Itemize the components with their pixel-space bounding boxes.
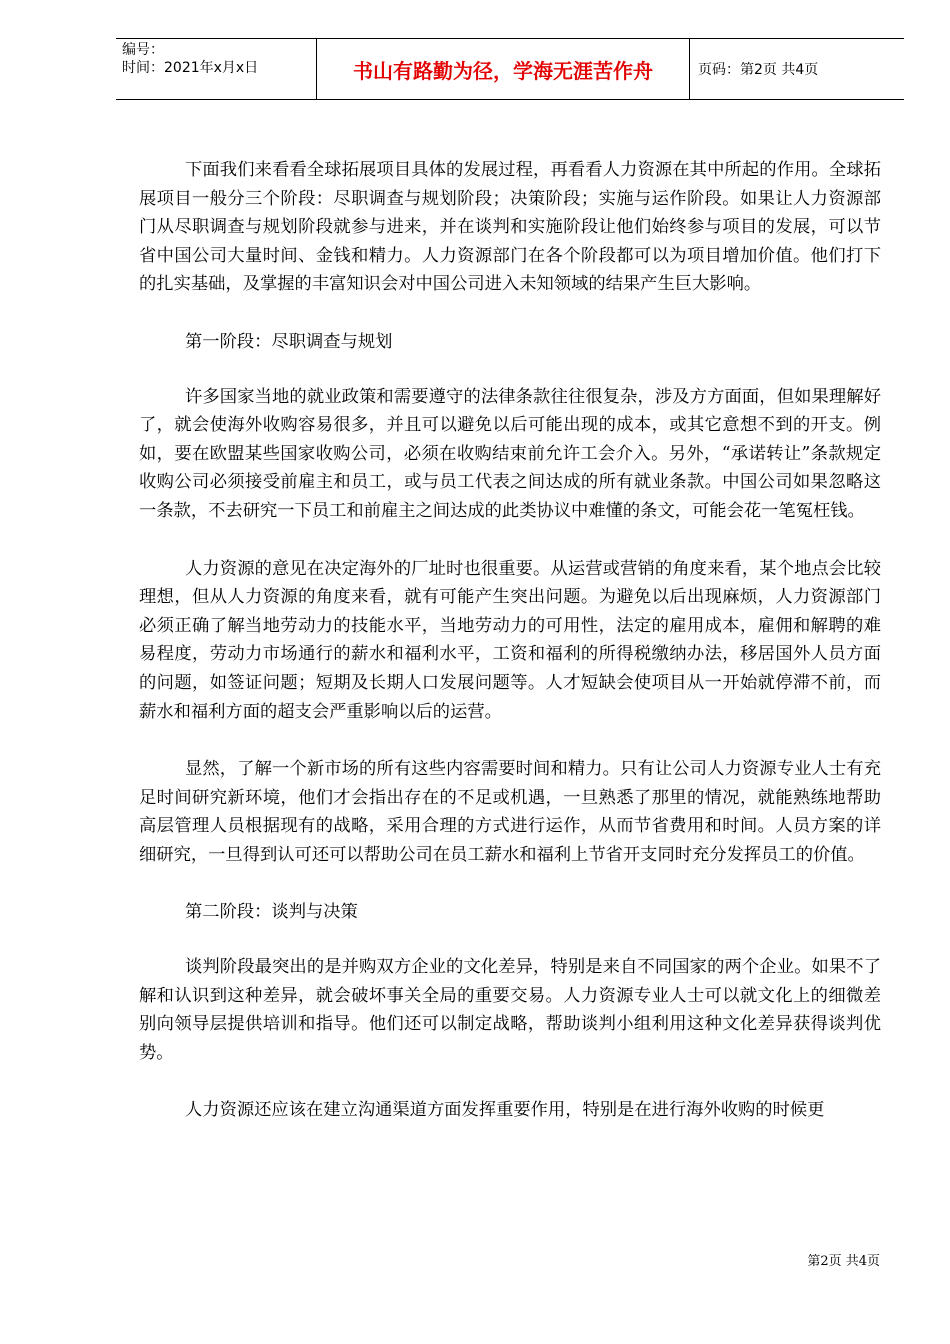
body-paragraph: 谈判阶段最突出的是并购双方企业的文化差异，特别是来自不同国家的两个企业。如果不了解和认识到这种差异，就会破坏事关全局的重要交易。人力资源专业人士可以就文化上的细微差别向领导层提供培训和指导。他们还可以制定战略，帮助谈判小组利用这种文化差异获得谈判优势。: [139, 957, 881, 1063]
header-page-info: 页码：第2页 共4页: [698, 62, 819, 78]
section-heading: 第二阶段：谈判与决策: [185, 902, 358, 923]
body-paragraph: 人力资源还应该在建立沟通渠道方面发挥重要作用，特别是在进行海外收购的时候更: [185, 1100, 825, 1121]
document-time-label: 时间：2021年x月x日: [122, 60, 259, 76]
document-body: [139, 156, 881, 1154]
page-footer: 第2页 共4页: [807, 1254, 880, 1269]
header-meta: [122, 41, 312, 77]
document-header: [116, 38, 904, 100]
body-paragraph: 人力资源的意见在决定海外的厂址时也很重要。从运营或营销的角度来看，某个地点会比较理想，但从人力资源的角度来看，就有可能产生突出问题。为避免以后出现麻烦，人力资源部门必须正确了解当地劳动力的技能水平，当地劳动力的可用性，法定的雇用成本，雇佣和解聘的难易程度，劳动力市场通行的薪水和福利水平，工资和福利的所得税缴纳办法，移居国外人员方面的问题，如签证问题；短期及长期人口发展问题等。人才短缺会使项目从一开始就停滞不前，而薪水和福利方面的超支会严重影响以后的运营。: [139, 558, 881, 722]
body-paragraph: 许多国家当地的就业政策和需要遵守的法律条款往往很复杂，涉及方方面面，但如果理解好了，就会使海外收购容易很多，并且可以避免以后可能出现的成本，或其它意想不到的开支。例如，要在欧盟某些国家收购公司，必须在收购结束前允许工会介入。另外，“承诺转让”条款规定收购公司必须接受前雇主和员工，或与员工代表之间达成的所有就业条款。中国公司如果忽略这一条款，不去研究一下员工和前雇主之间达成的此类协议中难懂的条文，可能会花一笔冤枉钱。: [139, 386, 881, 521]
body-paragraph: 下面我们来看看全球拓展项目具体的发展过程，再看看人力资源在其中所起的作用。全球拓展项目一般分三个阶段：尽职调查与规划阶段；决策阶段；实施与运作阶段。如果让人力资源部门从尽职调查与规划阶段就参与进来，并在谈判和实施阶段让他们始终参与项目的发展，可以节省中国公司大量时间、金钱和精力。人力资源部门在各个阶段都可以为项目增加价值。他们打下的扎实基础，及掌握的丰富知识会对中国公司进入未知领域的结果产生巨大影响。: [139, 160, 881, 295]
header-motto: 书山有路勤为径，学海无涯苦作舟: [316, 39, 690, 99]
body-paragraph: 显然，了解一个新市场的所有这些内容需要时间和精力。只有让公司人力资源专业人士有充足时间研究新环境，他们才会指出存在的不足或机遇，一旦熟悉了那里的情况，就能熟练地帮助高层管理人员根据现有的战略，采用合理的方式进行运作，从而节省费用和时间。人员方案的详细研究，一旦得到认可还可以帮助公司在员工薪水和福利上节省开支同时充分发挥员工的价值。: [139, 759, 881, 865]
section-heading: 第一阶段：尽职调查与规划: [185, 331, 393, 352]
document-number-label: 编号：: [122, 42, 164, 58]
